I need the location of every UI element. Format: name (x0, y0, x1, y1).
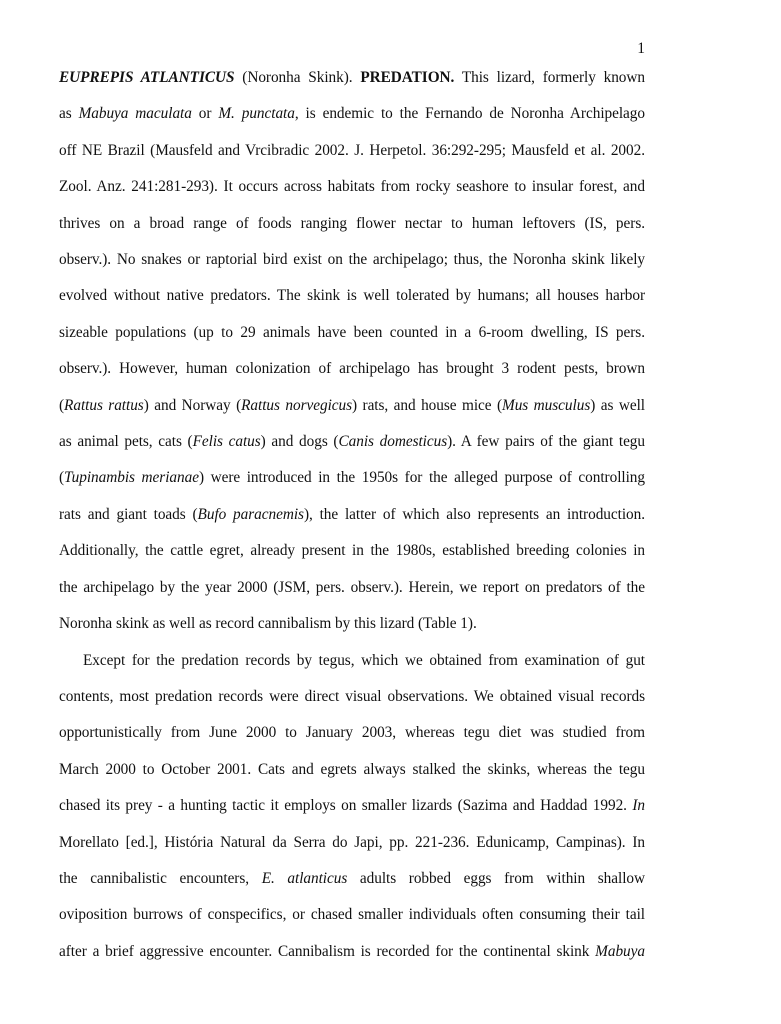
text-run: Noronha skink as well as record cannibalism by this lizard (Table 1). (59, 615, 477, 633)
text-line (59, 169, 645, 205)
text-line (59, 497, 645, 533)
text-run: Additionally, the cattle egret, already present in the 1980s, established breeding colonies in (59, 542, 645, 560)
text-run: adults robbed eggs from within shallow (347, 869, 645, 887)
bold-heading: PREDATION. (360, 69, 455, 86)
italic-text: Tupinambis merianae (64, 469, 199, 487)
text-run: contents, most predation records were direct visual observations. We obtained visual records (59, 687, 645, 705)
text-line (59, 315, 645, 351)
text-run: This lizard, formerly known (454, 69, 646, 86)
text-run: March 2000 to October 2001. Cats and egrets always stalked the skinks, whereas the tegu (59, 760, 645, 778)
text-run: ) and Norway ( (143, 396, 242, 414)
text-line (59, 424, 645, 460)
text-line (59, 533, 645, 569)
text-line (59, 570, 645, 606)
italic-text: Felis catus (192, 433, 261, 451)
text-line (59, 861, 645, 897)
text-run: after a brief aggressive encounter. Cannibalism is recorded for the continental skink (59, 942, 596, 960)
text-run: ) and dogs ( (260, 433, 339, 451)
text-line (59, 388, 645, 424)
text-run: oviposition burrows of conspecifics, or chased smaller individuals often consuming their tail (59, 906, 645, 924)
text-run: Morellato [ed.], História Natural da Serra do Japi, pp. 221-236. Edunicamp, Campinas). In (59, 833, 645, 851)
text-run: opportunistically from June 2000 to January 2003, whereas tegu diet was studied from (59, 724, 645, 742)
paragraph-2 (59, 643, 645, 971)
text-line (59, 242, 645, 278)
text-line (59, 897, 645, 933)
italic-text: Rattus rattus (64, 396, 144, 414)
text-line (59, 460, 645, 496)
italic-text: Mus musculus (502, 396, 591, 414)
text-run: (Noronha Skink). (234, 69, 361, 86)
italic-text: Mabuya maculata (78, 105, 192, 123)
text-run: rats and giant toads ( (59, 505, 198, 523)
text-run: ( (59, 469, 65, 487)
italic-text: Rattus norvegicus (241, 396, 353, 414)
text-line (59, 788, 645, 824)
text-line (59, 96, 645, 132)
text-line (59, 278, 645, 314)
species-heading: EUPREPIS ATLANTICUS (59, 69, 235, 86)
text-run: ) as well (590, 396, 645, 414)
text-run: ( (59, 396, 65, 414)
text-line (59, 679, 645, 715)
italic-text: M. punctata (218, 105, 295, 123)
text-line (59, 643, 645, 679)
page-number: 1 (637, 40, 645, 57)
text-run: evolved without native predators. The skink is well tolerated by humans; all houses harbor (59, 287, 645, 305)
text-run: thrives on a broad range of foods ranging flower nectar to human leftovers (IS, pers. (59, 214, 645, 232)
text-run: the cannibalistic encounters, (59, 869, 262, 887)
text-run: as animal pets, cats ( (59, 433, 193, 451)
italic-text: Mabuya (595, 942, 645, 960)
text-line (59, 934, 645, 970)
text-run: sizeable populations (up to 29 animals have been counted in a 6-room dwelling, IS pers. (59, 323, 645, 341)
italic-text: In (632, 797, 645, 815)
text-run: off NE Brazil (Mausfeld and Vrcibradic 2002. J. Herpetol. 36:292-295; Mausfeld et al. 2002. (59, 141, 645, 159)
text-run: the archipelago by the year 2000 (JSM, pers. observ.). Herein, we report on predators of the (59, 578, 645, 596)
text-run: chased its prey - a hunting tactic it employs on smaller lizards (Sazima and Haddad 1992. (59, 797, 633, 815)
italic-text: Canis domesticus (338, 433, 448, 451)
text-line (59, 606, 645, 642)
text-run: or (191, 105, 219, 123)
text-line (59, 133, 645, 169)
text-run: , is endemic to the Fernando de Noronha Archipelago (294, 105, 645, 123)
text-run: as (59, 105, 79, 123)
text-line (59, 752, 645, 788)
text-line (59, 715, 645, 751)
text-line (59, 206, 645, 242)
text-line (59, 60, 645, 96)
italic-text: Bufo paracnemis (197, 505, 304, 523)
text-run: ), the latter of which also represents an introduction. (303, 505, 646, 523)
text-run: ) were introduced in the 1950s for the alleged purpose of controlling (198, 469, 645, 487)
text-run: observ.). No snakes or raptorial bird exist on the archipelago; thus, the Noronha skink likely (59, 251, 645, 269)
text-run: observ.). However, human colonization of archipelago has brought 3 rodent pests, brown (59, 360, 645, 378)
text-run: ) rats, and house mice ( (352, 396, 503, 414)
text-line (59, 351, 645, 387)
paragraph-1 (59, 60, 645, 643)
italic-text: E. atlanticus (261, 869, 348, 887)
text-run: Zool. Anz. 241:281-293). It occurs across habitats from rocky seashore to insular forest, and (59, 178, 645, 196)
text-run: Except for the predation records by tegus, which we obtained from examination of gut (83, 651, 645, 669)
body-text (59, 60, 645, 970)
text-run: ). A few pairs of the giant tegu (447, 433, 645, 451)
text-line (59, 825, 645, 861)
